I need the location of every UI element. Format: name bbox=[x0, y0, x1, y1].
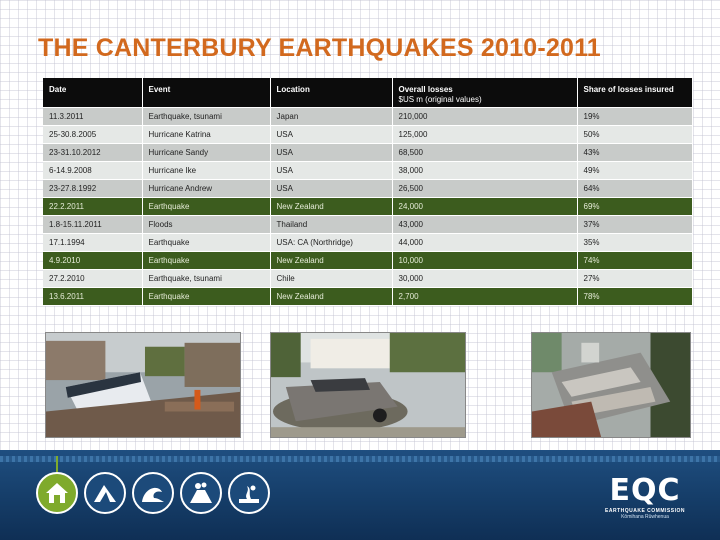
cell-location: USA bbox=[270, 179, 392, 197]
cell-share: 35% bbox=[577, 233, 692, 251]
cell-date: 6-14.9.2008 bbox=[43, 161, 142, 179]
cell-share: 78% bbox=[577, 287, 692, 305]
table-row bbox=[43, 215, 692, 233]
cell-date: 22.2.2011 bbox=[43, 197, 142, 215]
header-date: Date bbox=[43, 78, 142, 107]
cell-location: New Zealand bbox=[270, 251, 392, 269]
cell-event: Earthquake bbox=[142, 251, 270, 269]
collapsed-building-photo bbox=[531, 332, 691, 438]
cell-date: 23-27.8.1992 bbox=[43, 179, 142, 197]
header-losses-line1: Overall losses bbox=[398, 85, 453, 94]
table-row bbox=[43, 233, 692, 251]
house-icon[interactable] bbox=[36, 472, 78, 514]
cell-share: 37% bbox=[577, 215, 692, 233]
table-row bbox=[43, 161, 692, 179]
header-losses bbox=[392, 78, 577, 107]
cell-losses: 68,500 bbox=[392, 143, 577, 161]
cell-event: Earthquake, tsunami bbox=[142, 269, 270, 287]
cell-losses: 210,000 bbox=[392, 107, 577, 125]
cell-location: Japan bbox=[270, 107, 392, 125]
cell-location: USA: CA (Northridge) bbox=[270, 233, 392, 251]
losses-table bbox=[43, 78, 693, 306]
table-row bbox=[43, 269, 692, 287]
cell-share: 64% bbox=[577, 179, 692, 197]
footer-stripe bbox=[0, 456, 720, 462]
cell-losses: 30,000 bbox=[392, 269, 577, 287]
cell-date: 1.8-15.11.2011 bbox=[43, 215, 142, 233]
cell-date: 4.9.2010 bbox=[43, 251, 142, 269]
table-row bbox=[43, 125, 692, 143]
sunken-car-photo bbox=[270, 332, 466, 438]
cell-location: USA bbox=[270, 161, 392, 179]
cell-losses: 26,500 bbox=[392, 179, 577, 197]
table-row bbox=[43, 197, 692, 215]
cell-share: 27% bbox=[577, 269, 692, 287]
hydrothermal-icon[interactable] bbox=[228, 472, 270, 514]
table-row bbox=[43, 287, 692, 305]
header-losses-line2: $US m (original values) bbox=[398, 95, 482, 104]
cell-losses: 10,000 bbox=[392, 251, 577, 269]
cell-date: 13.6.2011 bbox=[43, 287, 142, 305]
cell-event: Earthquake bbox=[142, 287, 270, 305]
cell-share: 49% bbox=[577, 161, 692, 179]
cell-event: Earthquake bbox=[142, 197, 270, 215]
cell-event: Earthquake bbox=[142, 233, 270, 251]
cell-date: 17.1.1994 bbox=[43, 233, 142, 251]
cell-losses: 24,000 bbox=[392, 197, 577, 215]
cell-share: 43% bbox=[577, 143, 692, 161]
logo-subtitle: EARTHQUAKE COMMISSION bbox=[605, 508, 685, 514]
cell-share: 19% bbox=[577, 107, 692, 125]
tsunami-icon[interactable] bbox=[132, 472, 174, 514]
cell-date: 25-30.8.2005 bbox=[43, 125, 142, 143]
cell-event: Hurricane Ike bbox=[142, 161, 270, 179]
table-row bbox=[43, 179, 692, 197]
cell-event: Hurricane Sandy bbox=[142, 143, 270, 161]
cell-location: USA bbox=[270, 143, 392, 161]
cell-date: 11.3.2011 bbox=[43, 107, 142, 125]
cell-share: 74% bbox=[577, 251, 692, 269]
table-row bbox=[43, 143, 692, 161]
cell-event: Hurricane Katrina bbox=[142, 125, 270, 143]
cell-date: 27.2.2010 bbox=[43, 269, 142, 287]
active-indicator bbox=[56, 456, 58, 472]
cell-event: Hurricane Andrew bbox=[142, 179, 270, 197]
cell-location: Chile bbox=[270, 269, 392, 287]
cell-losses: 44,000 bbox=[392, 233, 577, 251]
table-row bbox=[43, 107, 692, 125]
header-event: Event bbox=[142, 78, 270, 107]
logo-subtitle-maori: Kōmihana Rūwhenua bbox=[621, 514, 669, 520]
cell-losses: 125,000 bbox=[392, 125, 577, 143]
cell-event: Earthquake, tsunami bbox=[142, 107, 270, 125]
header-location: Location bbox=[270, 78, 392, 107]
cell-share: 50% bbox=[577, 125, 692, 143]
cell-losses: 2,700 bbox=[392, 287, 577, 305]
bus-debris-photo bbox=[45, 332, 241, 438]
header-share: Share of losses insured bbox=[577, 78, 692, 107]
landslip-icon[interactable] bbox=[84, 472, 126, 514]
table-header-row bbox=[43, 78, 692, 107]
cell-share: 69% bbox=[577, 197, 692, 215]
cell-losses: 43,000 bbox=[392, 215, 577, 233]
cell-losses: 38,000 bbox=[392, 161, 577, 179]
volcano-icon[interactable] bbox=[180, 472, 222, 514]
cell-location: New Zealand bbox=[270, 287, 392, 305]
cell-event: Floods bbox=[142, 215, 270, 233]
cell-location: USA bbox=[270, 125, 392, 143]
cell-location: Thailand bbox=[270, 215, 392, 233]
eqc-logo bbox=[600, 474, 690, 530]
table-row bbox=[43, 251, 692, 269]
logo-mark: EQC bbox=[609, 473, 681, 508]
cell-date: 23-31.10.2012 bbox=[43, 143, 142, 161]
slide-title: THE CANTERBURY EARTHQUAKES 2010-2011 bbox=[38, 34, 601, 62]
cell-location: New Zealand bbox=[270, 197, 392, 215]
